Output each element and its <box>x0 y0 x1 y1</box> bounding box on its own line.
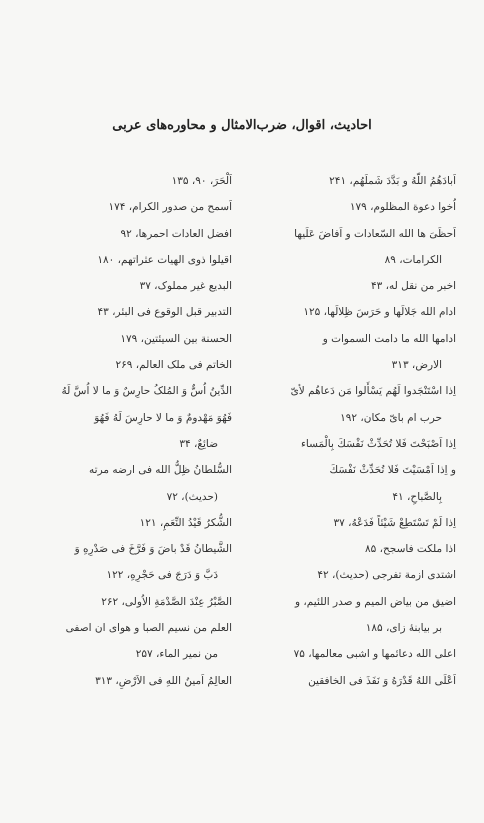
index-column-left <box>20 168 232 694</box>
index-entry-line: (حدیث)، ۷۲ <box>166 490 218 503</box>
index-entry-line: اَلْحَرَ، ۹۰، ۱۳۵ <box>171 175 232 187</box>
index-column-right <box>244 168 456 694</box>
index-entry-line: اِذا اسْتَنْجَدوا لَهُم یَسْأَلوا مَن دَعاهُم لأیّ <box>290 385 456 398</box>
index-entry-line: الارض، ۳۱۳ <box>391 359 442 372</box>
index-entry-line: اضیق من بیاض المیم و صدر اللئیم، و <box>294 595 456 608</box>
index-entry-line: الخاتم فی ملک العالم، ۲۶۹ <box>115 359 232 372</box>
index-entry-line: اِذا اَصْبَحْتَ فَلا تُحَدِّثْ نَفْسَكَ بِالْمَساء <box>300 437 456 450</box>
index-entry-line: فَهُوَ مَهْدومٌ وَ ما لا حارِسَ لَهُ فَهُوَ <box>94 411 232 424</box>
index-entry-line: الدِّینُ اُسٌّ وَ المُلکُ حارِسٌ وَ ما لا اُسَّ لَهُ <box>61 385 232 398</box>
index-entry-line: الشَّیطانُ قَدْ باضَ وَ فَرَّخَ فی صَدْرِهِ وَ <box>74 543 232 556</box>
index-entry-line: اَحظَیَ ها الله السّعادات و اَفاضَ عَلَیها <box>294 227 456 240</box>
index-entry-line: الصَّبْرُ عِنْدَ الصَّدْمَةِ الاُولی، ۲۶۲ <box>101 595 232 608</box>
index-entry-line: الحسنة بین السیئتین، ۱۷۹ <box>120 332 232 345</box>
index-entry-line: حرب ام بایّ مکان، ۱۹۲ <box>340 411 442 424</box>
page-title: احادیث، اقوال، ضرب‌الامثال و محاوره‌های عربی <box>112 118 372 133</box>
index-entry-line: الشُّکرُ قَیْدُ النِّعَمِ، ۱۲۱ <box>139 516 232 529</box>
index-entry-line: من نمیر الماء، ۲۵۷ <box>135 648 218 661</box>
index-entry-line: ادام الله جَلالَها و حَرَسَ ظِلالَها، ۱۲۵ <box>303 306 456 319</box>
index-entry-line: العالِمُ اَمینُ اللهِ فی الاَرْضِ، ۳۱۳ <box>95 674 232 687</box>
index-entry-line: بِالصَّباحِ، ۴۱ <box>392 490 442 503</box>
index-entry-line: البدیع غیر مملوک، ۳۷ <box>139 280 232 293</box>
index-entry-line: اَسمح من صدور الکرام، ۱۷۴ <box>108 201 232 214</box>
index-entry-line: اذا ملکت فاسجح، ۸۵ <box>365 543 456 556</box>
index-entry-line: التدبیر قبل الوقوع فی البئر، ۴۳ <box>97 306 232 319</box>
index-entry-line: ادامها الله ما دامت السموات و <box>322 332 456 345</box>
index-entry-line: اقیلوا ذوی الهیات عثراتهم، ۱۸۰ <box>97 253 232 266</box>
index-entry-line: اِذا لَمْ تَسْتَطِعْ شَیْئاً فَدَعْهُ، ۳۷ <box>333 516 456 529</box>
index-entry-line: اُخوا دعوة المظلوم، ۱۷۹ <box>349 201 456 214</box>
index-entry-line: الکرامات، ۸۹ <box>384 253 442 266</box>
index-entry-line: اعلی الله دعائمها و اشبی معالمها، ۷۵ <box>293 648 456 661</box>
index-entry-line: اَعْلَى اللهُ قَدْرَهُ وَ نَفَذَ فی الخافقین <box>308 674 456 687</box>
index-entry-line: السُّلطانُ ظِلُّ الله فی ارضه مرته <box>89 464 232 477</box>
index-entry-line: اَبادَهُمُ اللّهُ و بَدَّدَ شَملَهُم، ۲۴۱ <box>329 175 456 187</box>
index-entry-line: بر بیابنهٔ زاى، ۱۸۵ <box>365 622 442 635</box>
index-entry-line: دَبَّ وَ دَرَجَ فی حَجْرِهِ، ۱۲۲ <box>106 569 218 582</box>
index-entry-line: و اِذا اَمْسَیْتَ فَلا تُحَدِّثْ نَفْسَكَ <box>329 464 456 477</box>
index-entry-line: اشتدی ازمة تفرجی (حدیث)، ۴۲ <box>317 569 456 582</box>
index-entry-line: ضائِعٌ، ۳۴ <box>179 437 218 450</box>
index-entry-line: افضل العادات احمرها، ۹۲ <box>120 227 232 240</box>
index-entry-line: العلم من نسیم الصبا و هواى ان اصفى <box>65 622 232 635</box>
index-entry-line: اخبر من نقل له، ۴۳ <box>370 280 456 293</box>
